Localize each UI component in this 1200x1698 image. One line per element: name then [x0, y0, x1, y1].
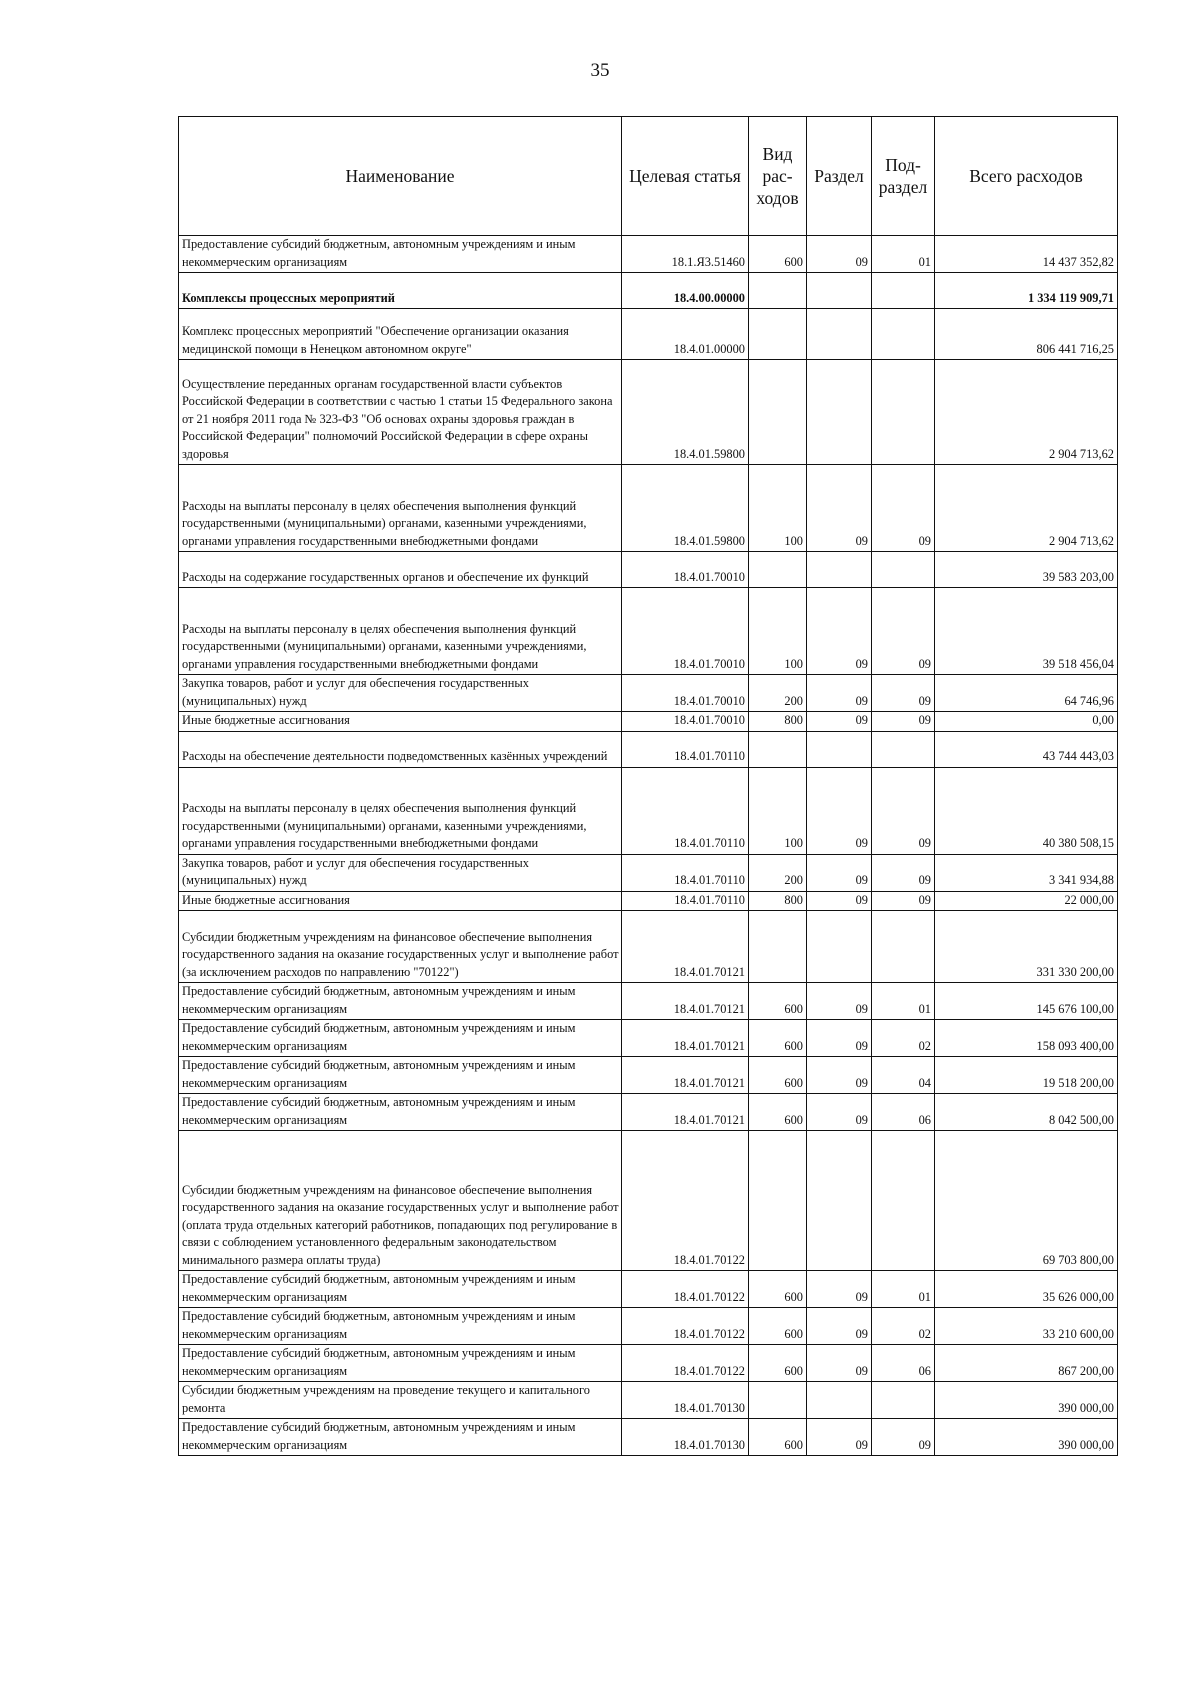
table-row	[179, 731, 1118, 767]
cell-kind: 600	[749, 1419, 807, 1456]
table-row	[179, 1271, 1118, 1308]
cell-name: Иные бюджетные ассигнования	[179, 891, 622, 911]
cell-subsection	[872, 552, 935, 588]
cell-kind: 200	[749, 854, 807, 891]
cell-name: Расходы на выплаты персоналу в целях обеспечения выполнения функций государственными (муниципальными) органами, казенными учреждениями, органами управления государственными внебюджетными фондами	[179, 588, 622, 675]
cell-target: 18.4.01.59800	[622, 465, 749, 552]
cell-total: 158 093 400,00	[935, 1020, 1118, 1057]
cell-section: 09	[807, 1419, 872, 1456]
cell-subsection: 01	[872, 236, 935, 273]
table-row	[179, 588, 1118, 675]
cell-name: Предоставление субсидий бюджетным, автономным учреждениям и иным некоммерческим организациям	[179, 1419, 622, 1456]
header-name: Наименование	[179, 117, 622, 236]
cell-subsection	[872, 273, 935, 309]
cell-section	[807, 309, 872, 360]
cell-target: 18.4.01.70010	[622, 588, 749, 675]
cell-name: Предоставление субсидий бюджетным, автономным учреждениям и иным некоммерческим организациям	[179, 983, 622, 1020]
table-row	[179, 891, 1118, 911]
cell-target: 18.4.01.70110	[622, 767, 749, 854]
table-body	[179, 236, 1118, 1456]
header-target: Целевая статья	[622, 117, 749, 236]
cell-section	[807, 552, 872, 588]
cell-section: 09	[807, 1345, 872, 1382]
cell-target: 18.4.01.70121	[622, 1020, 749, 1057]
cell-total: 867 200,00	[935, 1345, 1118, 1382]
table-row	[179, 236, 1118, 273]
cell-target: 18.4.01.70121	[622, 1094, 749, 1131]
cell-kind: 100	[749, 465, 807, 552]
cell-total: 14 437 352,82	[935, 236, 1118, 273]
cell-section: 09	[807, 675, 872, 712]
cell-name: Предоставление субсидий бюджетным, автономным учреждениям и иным некоммерческим организациям	[179, 236, 622, 273]
cell-name: Расходы на содержание государственных органов и обеспечение их функций	[179, 552, 622, 588]
table-row	[179, 1057, 1118, 1094]
cell-total: 2 904 713,62	[935, 465, 1118, 552]
cell-total: 3 341 934,88	[935, 854, 1118, 891]
table-row	[179, 1419, 1118, 1456]
cell-subsection: 09	[872, 891, 935, 911]
cell-subsection	[872, 731, 935, 767]
cell-name: Иные бюджетные ассигнования	[179, 712, 622, 732]
table-row	[179, 273, 1118, 309]
cell-kind: 600	[749, 1271, 807, 1308]
cell-target: 18.4.01.70110	[622, 731, 749, 767]
cell-kind: 600	[749, 1308, 807, 1345]
cell-section: 09	[807, 1020, 872, 1057]
cell-section: 09	[807, 712, 872, 732]
table-row	[179, 552, 1118, 588]
cell-kind: 800	[749, 891, 807, 911]
cell-total: 0,00	[935, 712, 1118, 732]
cell-kind: 200	[749, 675, 807, 712]
cell-section: 09	[807, 891, 872, 911]
cell-target: 18.4.01.70110	[622, 891, 749, 911]
cell-target: 18.4.01.70010	[622, 675, 749, 712]
cell-section: 09	[807, 983, 872, 1020]
table-row	[179, 1345, 1118, 1382]
table-row	[179, 712, 1118, 732]
cell-kind: 600	[749, 236, 807, 273]
cell-target: 18.1.Я3.51460	[622, 236, 749, 273]
cell-section: 09	[807, 1057, 872, 1094]
cell-target: 18.4.01.70121	[622, 983, 749, 1020]
cell-name: Расходы на обеспечение деятельности подведомственных казённых учреждений	[179, 731, 622, 767]
cell-total: 331 330 200,00	[935, 911, 1118, 983]
header-total: Всего расходов	[935, 117, 1118, 236]
table-row	[179, 1094, 1118, 1131]
cell-name: Расходы на выплаты персоналу в целях обеспечения выполнения функций государственными (муниципальными) органами, казенными учреждениями, органами управления государственными внебюджетными фондами	[179, 767, 622, 854]
cell-total: 8 042 500,00	[935, 1094, 1118, 1131]
cell-subsection: 01	[872, 983, 935, 1020]
cell-section	[807, 1131, 872, 1271]
cell-target: 18.4.01.70121	[622, 1057, 749, 1094]
cell-total: 64 746,96	[935, 675, 1118, 712]
cell-name: Предоставление субсидий бюджетным, автономным учреждениям и иным некоммерческим организациям	[179, 1020, 622, 1057]
cell-target: 18.4.01.70122	[622, 1131, 749, 1271]
cell-kind	[749, 1382, 807, 1419]
cell-target: 18.4.01.70110	[622, 854, 749, 891]
cell-kind: 800	[749, 712, 807, 732]
cell-section: 09	[807, 588, 872, 675]
cell-kind: 600	[749, 983, 807, 1020]
cell-total: 33 210 600,00	[935, 1308, 1118, 1345]
cell-name: Предоставление субсидий бюджетным, автономным учреждениям и иным некоммерческим организациям	[179, 1308, 622, 1345]
cell-target: 18.4.01.00000	[622, 309, 749, 360]
cell-kind	[749, 360, 807, 465]
cell-subsection: 01	[872, 1271, 935, 1308]
header-subsection: Под-раздел	[872, 117, 935, 236]
cell-total: 40 380 508,15	[935, 767, 1118, 854]
cell-name: Комплекс процессных мероприятий "Обеспечение организации оказания медицинской помощи в Ненецком автономном округе"	[179, 309, 622, 360]
cell-section	[807, 731, 872, 767]
table-row	[179, 360, 1118, 465]
cell-section: 09	[807, 854, 872, 891]
cell-total: 19 518 200,00	[935, 1057, 1118, 1094]
cell-subsection	[872, 309, 935, 360]
cell-kind	[749, 731, 807, 767]
cell-subsection: 06	[872, 1094, 935, 1131]
cell-total: 390 000,00	[935, 1419, 1118, 1456]
cell-target: 18.4.01.70122	[622, 1345, 749, 1382]
cell-subsection: 02	[872, 1308, 935, 1345]
cell-section: 09	[807, 465, 872, 552]
cell-target: 18.4.01.70122	[622, 1271, 749, 1308]
cell-total: 39 583 203,00	[935, 552, 1118, 588]
page-number: 35	[590, 60, 610, 81]
cell-target: 18.4.00.00000	[622, 273, 749, 309]
cell-name: Предоставление субсидий бюджетным, автономным учреждениям и иным некоммерческим организациям	[179, 1271, 622, 1308]
cell-name: Осуществление переданных органам государственной власти субъектов Российской Федерации в соответствии с частью 1 статьи 15 Федерального закона от 21 ноября 2011 года № 323-ФЗ "Об основах охраны здоровья граждан в Российской Федерации" полномочий Российской Федерации в сфере охраны здоровья	[179, 360, 622, 465]
cell-section: 09	[807, 236, 872, 273]
cell-name: Субсидии бюджетным учреждениям на финансовое обеспечение выполнения государственного задания на оказание государственных услуг и выполнение работ (за исключением расходов по направлению "70122")	[179, 911, 622, 983]
table-row	[179, 854, 1118, 891]
cell-target: 18.4.01.70121	[622, 911, 749, 983]
cell-subsection: 09	[872, 675, 935, 712]
cell-total: 390 000,00	[935, 1382, 1118, 1419]
cell-section	[807, 911, 872, 983]
cell-kind: 600	[749, 1020, 807, 1057]
table-row	[179, 465, 1118, 552]
table-row	[179, 1308, 1118, 1345]
cell-section: 09	[807, 1094, 872, 1131]
cell-section	[807, 360, 872, 465]
cell-section	[807, 273, 872, 309]
cell-name: Закупка товаров, работ и услуг для обеспечения государственных (муниципальных) нужд	[179, 854, 622, 891]
cell-kind	[749, 309, 807, 360]
cell-name: Комплексы процессных мероприятий	[179, 273, 622, 309]
header-kind: Вид рас-ходов	[749, 117, 807, 236]
cell-target: 18.4.01.70122	[622, 1308, 749, 1345]
cell-total: 39 518 456,04	[935, 588, 1118, 675]
cell-target: 18.4.01.70010	[622, 712, 749, 732]
header-section: Раздел	[807, 117, 872, 236]
cell-subsection	[872, 1382, 935, 1419]
cell-subsection: 09	[872, 854, 935, 891]
table-row	[179, 309, 1118, 360]
cell-subsection: 09	[872, 588, 935, 675]
cell-section: 09	[807, 1271, 872, 1308]
table-row	[179, 767, 1118, 854]
cell-subsection	[872, 360, 935, 465]
cell-name: Расходы на выплаты персоналу в целях обеспечения выполнения функций государственными (муниципальными) органами, казенными учреждениями, органами управления государственными внебюджетными фондами	[179, 465, 622, 552]
cell-kind: 600	[749, 1094, 807, 1131]
cell-total: 22 000,00	[935, 891, 1118, 911]
cell-name: Субсидии бюджетным учреждениям на финансовое обеспечение выполнения государственного задания на оказание государственных услуг и выполнение работ (оплата труда отдельных категорий работников, попадающих под регулирование в связи с соблюдением установленного федеральным законодательством минимального размера оплаты труда)	[179, 1131, 622, 1271]
cell-kind: 600	[749, 1345, 807, 1382]
cell-section: 09	[807, 1308, 872, 1345]
cell-kind: 600	[749, 1057, 807, 1094]
cell-subsection: 09	[872, 465, 935, 552]
cell-target: 18.4.01.70130	[622, 1382, 749, 1419]
cell-name: Предоставление субсидий бюджетным, автономным учреждениям и иным некоммерческим организациям	[179, 1345, 622, 1382]
cell-name: Субсидии бюджетным учреждениям на проведение текущего и капитального ремонта	[179, 1382, 622, 1419]
table-row	[179, 1131, 1118, 1271]
cell-subsection: 09	[872, 712, 935, 732]
cell-kind	[749, 1131, 807, 1271]
cell-total: 69 703 800,00	[935, 1131, 1118, 1271]
cell-kind: 100	[749, 588, 807, 675]
cell-name: Предоставление субсидий бюджетным, автономным учреждениям и иным некоммерческим организациям	[179, 1057, 622, 1094]
cell-subsection: 09	[872, 767, 935, 854]
cell-target: 18.4.01.70010	[622, 552, 749, 588]
header-row	[179, 117, 1118, 236]
cell-section: 09	[807, 767, 872, 854]
table-row	[179, 983, 1118, 1020]
cell-total: 2 904 713,62	[935, 360, 1118, 465]
budget-table	[178, 116, 1118, 1456]
cell-subsection	[872, 911, 935, 983]
cell-kind: 100	[749, 767, 807, 854]
cell-target: 18.4.01.70130	[622, 1419, 749, 1456]
cell-total: 145 676 100,00	[935, 983, 1118, 1020]
cell-kind	[749, 552, 807, 588]
cell-total: 806 441 716,25	[935, 309, 1118, 360]
cell-subsection: 04	[872, 1057, 935, 1094]
table-row	[179, 1020, 1118, 1057]
cell-total: 43 744 443,03	[935, 731, 1118, 767]
cell-kind	[749, 911, 807, 983]
cell-target: 18.4.01.59800	[622, 360, 749, 465]
cell-subsection: 09	[872, 1419, 935, 1456]
table-row	[179, 675, 1118, 712]
cell-name: Предоставление субсидий бюджетным, автономным учреждениям и иным некоммерческим организациям	[179, 1094, 622, 1131]
cell-section	[807, 1382, 872, 1419]
cell-subsection: 06	[872, 1345, 935, 1382]
table-row	[179, 1382, 1118, 1419]
table-row	[179, 911, 1118, 983]
cell-subsection: 02	[872, 1020, 935, 1057]
cell-name: Закупка товаров, работ и услуг для обеспечения государственных (муниципальных) нужд	[179, 675, 622, 712]
cell-total: 35 626 000,00	[935, 1271, 1118, 1308]
cell-kind	[749, 273, 807, 309]
cell-subsection	[872, 1131, 935, 1271]
cell-total: 1 334 119 909,71	[935, 273, 1118, 309]
